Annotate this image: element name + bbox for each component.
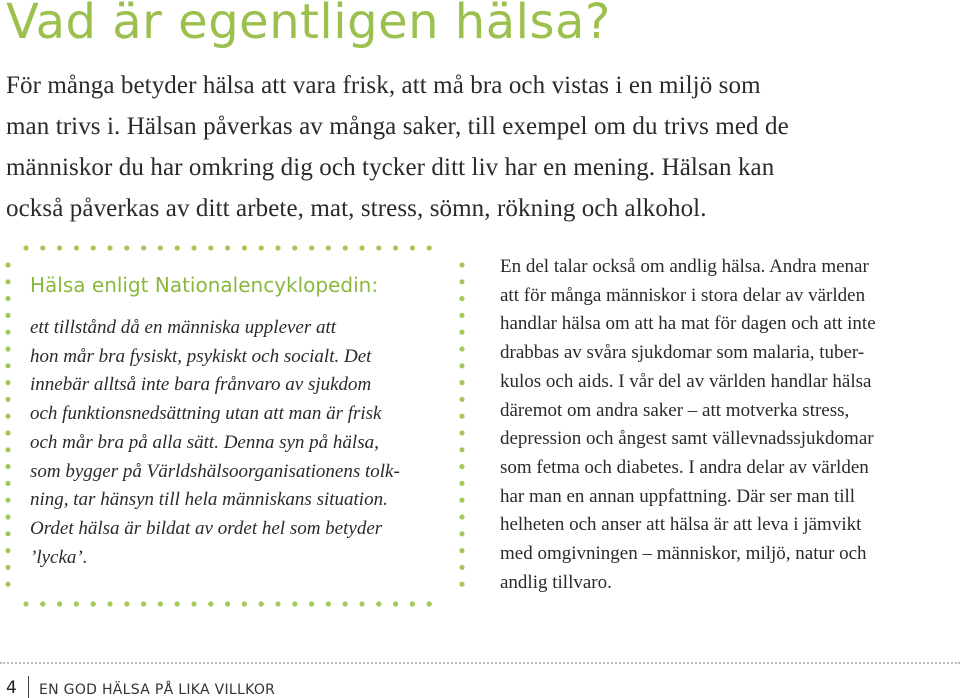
factbox-border-dot bbox=[5, 346, 10, 351]
factbox-border-dot bbox=[40, 601, 45, 606]
factbox-border-dot bbox=[459, 330, 464, 335]
factbox-border-dot bbox=[459, 481, 464, 486]
factbox-border-dot bbox=[158, 601, 163, 606]
right-column-line: depression och ångest samt vällevnadssjukdomar bbox=[500, 428, 874, 450]
factbox-line: och funktionsnedsättning utan att man är frisk bbox=[30, 403, 382, 425]
factbox-border-dot bbox=[5, 447, 10, 452]
factbox-border-dot bbox=[5, 296, 10, 301]
factbox-border-dot bbox=[57, 601, 62, 606]
factbox-border-dot bbox=[343, 601, 348, 606]
factbox-line: ning, tar hänsyn till hela människans situation. bbox=[30, 489, 388, 511]
factbox-border-dot bbox=[459, 498, 464, 503]
right-column-line: att för många människor i stora delar av världen bbox=[500, 284, 866, 306]
right-column-line: handlar hälsa om att ha mat för dagen och att inte bbox=[500, 313, 876, 335]
factbox-border-dot bbox=[5, 498, 10, 503]
factbox-border-dot bbox=[410, 601, 415, 606]
factbox-border-dot bbox=[309, 245, 314, 250]
factbox-border-dot bbox=[5, 481, 10, 486]
factbox-border-dot bbox=[459, 565, 464, 570]
right-column-line: har man en annan uppfattning. Där ser man till bbox=[500, 485, 856, 507]
right-column-line: som fetma och diabetes. I andra delar av världen bbox=[500, 456, 869, 478]
factbox-border-dot bbox=[40, 245, 45, 250]
right-column-line: drabbas av svåra sjukdomar som malaria, tuber- bbox=[500, 342, 865, 364]
factbox-border-dot bbox=[124, 245, 129, 250]
factbox-border-dot bbox=[141, 601, 146, 606]
factbox-border-dot bbox=[343, 245, 348, 250]
factbox-border-dot bbox=[427, 601, 432, 606]
factbox-border-dot bbox=[459, 414, 464, 419]
intro-line: människor du har omkring dig och tycker ditt liv har en mening. Hälsan kan bbox=[6, 154, 775, 181]
factbox-border-dot bbox=[124, 601, 129, 606]
factbox-line: som bygger på Världshälsoorganisationens tolk- bbox=[30, 460, 400, 482]
factbox-border-dot bbox=[175, 601, 180, 606]
factbox-border-dot bbox=[275, 601, 280, 606]
factbox-line: och mår bra på alla sätt. Denna syn på hälsa, bbox=[30, 431, 379, 453]
factbox-border-dot bbox=[5, 397, 10, 402]
factbox-border-dot bbox=[459, 430, 464, 435]
right-column-line: En del talar också om andlig hälsa. Andra menar bbox=[500, 256, 869, 277]
factbox-border-dot bbox=[242, 601, 247, 606]
factbox-border-dot bbox=[242, 245, 247, 250]
factbox-border-dot bbox=[326, 601, 331, 606]
right-column-line: däremot om andra saker – att motverka stress, bbox=[500, 399, 850, 421]
factbox-border-dot bbox=[225, 601, 230, 606]
factbox-border-dot bbox=[57, 245, 62, 250]
factbox-border-dot bbox=[5, 313, 10, 318]
factbox-border-dot bbox=[208, 601, 213, 606]
factbox-border-dot bbox=[225, 245, 230, 250]
factbox-border-dot bbox=[5, 414, 10, 419]
factbox-border-dot bbox=[107, 245, 112, 250]
intro-line: också påverkas av ditt arbete, mat, stress, sömn, rökning och alkohol. bbox=[6, 195, 707, 222]
right-column-line: helheten och anser att hälsa är att leva i jämvikt bbox=[500, 514, 862, 536]
factbox-line: innebär alltså inte bara frånvaro av sjukdom bbox=[30, 374, 372, 396]
factbox-border-dot bbox=[5, 430, 10, 435]
intro-line: För många betyder hälsa att vara frisk, att må bra och vistas i en miljö som bbox=[6, 72, 761, 99]
factbox-border-dot bbox=[292, 245, 297, 250]
factbox-border-dot bbox=[393, 601, 398, 606]
factbox-border-dot bbox=[459, 447, 464, 452]
factbox-line: ett tillstånd då en människa upplever att bbox=[30, 317, 337, 338]
factbox-border-dot bbox=[175, 245, 180, 250]
factbox-border-dot bbox=[459, 363, 464, 368]
right-column-line: med omgivningen – människor, miljö, natur och bbox=[500, 543, 867, 565]
factbox-border-dot bbox=[459, 531, 464, 536]
factbox-border-dot bbox=[107, 601, 112, 606]
footer-publication-title: EN GOD HÄLSA PÅ LIKA VILLKOR bbox=[39, 682, 276, 698]
factbox-border-dot bbox=[5, 330, 10, 335]
factbox-border-dot bbox=[459, 397, 464, 402]
right-column-line: kulos och aids. I vår del av världen handlar hälsa bbox=[500, 370, 872, 392]
footer-divider bbox=[0, 662, 960, 664]
factbox-border-dot bbox=[5, 464, 10, 469]
intro-line: man trivs i. Hälsan påverkas av många saker, till exempel om du trivs med de bbox=[6, 113, 789, 140]
factbox-border-dot bbox=[191, 601, 196, 606]
factbox-border-dot bbox=[191, 245, 196, 250]
factbox-border-dot bbox=[5, 262, 10, 267]
factbox-border-dot bbox=[459, 346, 464, 351]
factbox-line: Ordet hälsa är bildat av ordet hel som betyder bbox=[30, 517, 383, 539]
factbox-border-dot bbox=[459, 464, 464, 469]
factbox-border-dot bbox=[91, 601, 96, 606]
factbox-border-dot bbox=[275, 245, 280, 250]
factbox-border-dot bbox=[5, 565, 10, 570]
factbox-border-dot bbox=[259, 245, 264, 250]
factbox-border-dot bbox=[91, 245, 96, 250]
factbox-border-dot bbox=[5, 514, 10, 519]
right-column-line: andlig tillvaro. bbox=[500, 571, 612, 593]
page-title: Vad är egentligen hälsa? bbox=[6, 0, 611, 50]
factbox-line: ’lycka’. bbox=[30, 546, 88, 568]
factbox-definition bbox=[30, 314, 460, 572]
factbox-border-dot bbox=[459, 279, 464, 284]
factbox-heading: Hälsa enligt Nationalencyklopedin: bbox=[30, 273, 379, 297]
factbox-border-dot bbox=[23, 245, 28, 250]
factbox-border-dot bbox=[5, 531, 10, 536]
factbox-border-dot bbox=[359, 245, 364, 250]
factbox-border-dot bbox=[5, 548, 10, 553]
factbox-border-dot bbox=[427, 245, 432, 250]
factbox-border-dot bbox=[459, 514, 464, 519]
factbox-border-dot bbox=[459, 548, 464, 553]
footer-separator bbox=[28, 676, 29, 698]
factbox-border-dot bbox=[393, 245, 398, 250]
factbox-border-dot bbox=[459, 262, 464, 267]
factbox-border-dot bbox=[141, 245, 146, 250]
factbox-border-dot bbox=[459, 296, 464, 301]
factbox-border-dot bbox=[23, 601, 28, 606]
right-column-paragraph bbox=[500, 253, 960, 597]
factbox-border-dot bbox=[292, 601, 297, 606]
factbox-border-dot bbox=[5, 363, 10, 368]
factbox-border-dot bbox=[376, 245, 381, 250]
factbox-border-dot bbox=[376, 601, 381, 606]
factbox-border-dot bbox=[158, 245, 163, 250]
factbox-border-dot bbox=[309, 601, 314, 606]
factbox-border-dot bbox=[74, 245, 79, 250]
factbox-line: hon mår bra fysiskt, psykiskt och socialt. Det bbox=[30, 345, 372, 367]
factbox-border-dot bbox=[410, 245, 415, 250]
factbox-border-dot bbox=[359, 601, 364, 606]
factbox-border-dot bbox=[5, 380, 10, 385]
factbox-border-dot bbox=[5, 279, 10, 284]
page-number: 4 bbox=[6, 678, 17, 698]
factbox-border-dot bbox=[259, 601, 264, 606]
factbox-border-dot bbox=[459, 582, 464, 587]
factbox-border-dot bbox=[459, 313, 464, 318]
factbox-border-dot bbox=[5, 582, 10, 587]
factbox-border-dot bbox=[326, 245, 331, 250]
factbox-border-dot bbox=[208, 245, 213, 250]
factbox-border-dot bbox=[74, 601, 79, 606]
factbox-border-dot bbox=[459, 380, 464, 385]
